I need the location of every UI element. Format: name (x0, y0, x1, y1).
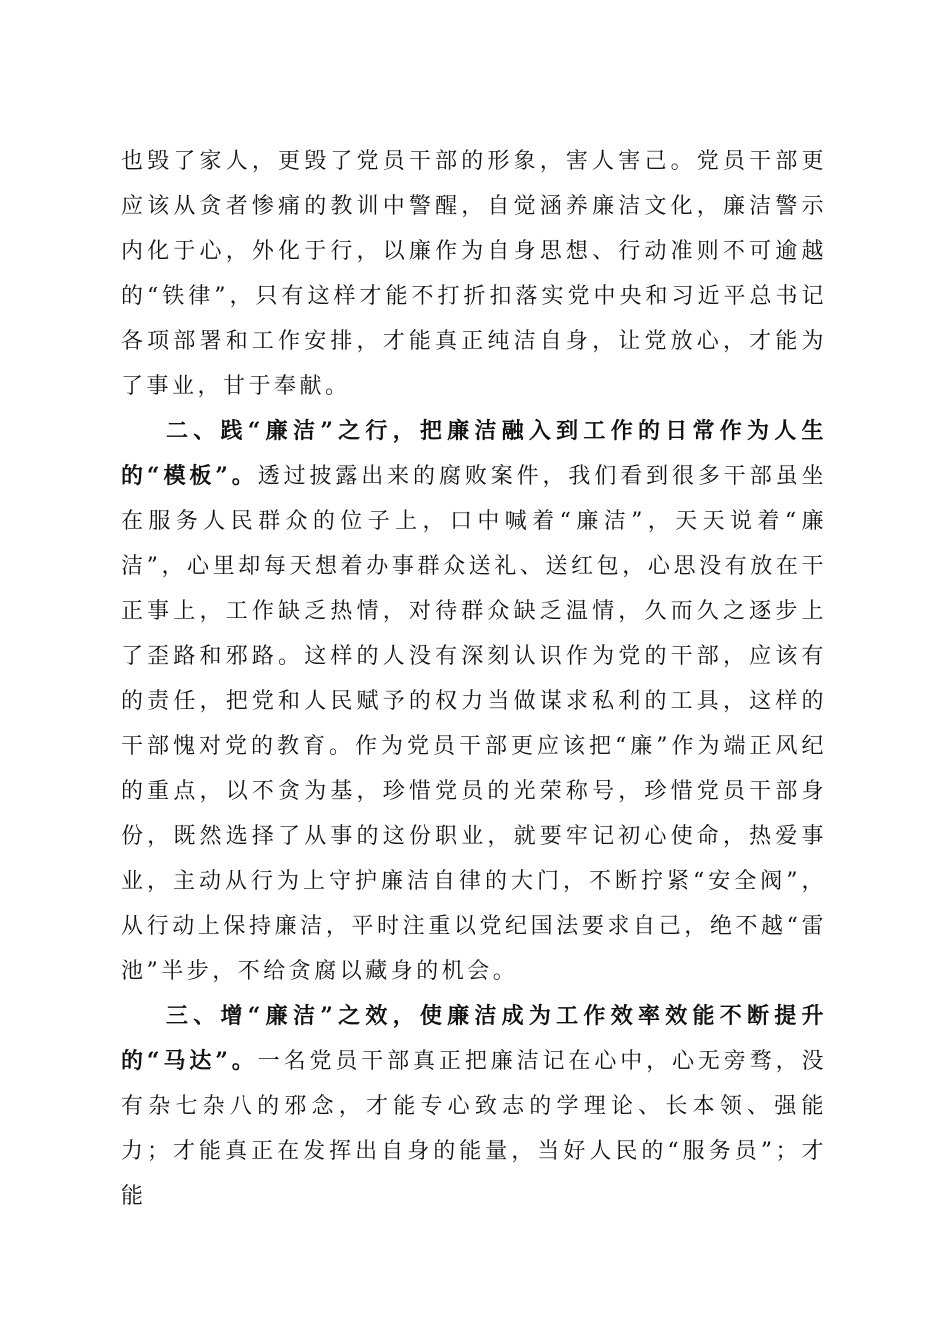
paragraph-text: 也毁了家人，更毁了党员干部的形象，害人害己。党员干部更应该从贪者惨痛的教训中警醒，自觉涵养廉洁文化，廉洁警示内化于心，外化于行，以廉作为自身思想、行动准则不可逾越的“铁律”，只有这样才能不打折扣落实党中央和习近平总书记各项部署和工作安排，才能真正纯洁自身，让党放心，才能为了事业，甘于奉献。 (121, 149, 827, 399)
document-body (121, 139, 827, 1219)
section-heading: 二、践“廉洁”之行，把廉洁融入到工作的日常作为人生的“模板”。 (121, 418, 827, 489)
paragraph-text: 一名党员干部真正把廉洁记在心中，心无旁骛，没有杂七杂八的邪念，才能专心致志的学理论、长本领、强能力；才能真正在发挥出自身的能量，当好人民的“服务员”；才能 (121, 1049, 827, 1209)
paragraph-continuation (121, 139, 827, 409)
section-heading: 三、增“廉洁”之效，使廉洁成为工作效率效能不断提升的“马达”。 (121, 1003, 827, 1074)
paragraph-text: 透过披露出来的腐败案件，我们看到很多干部虽坐在服务人民群众的位子上，口中喊着“廉洁”，天天说着“廉洁”，心里却每天想着办事群众送礼、送红包，心思没有放在干正事上，工作缺乏热情，对待群众缺乏温情，久而久之逐步上了歪路和邪路。这样的人没有深刻认识作为党的干部，应该有的责任，把党和人民赋予的权力当做谋求私利的工具，这样的干部愧对党的教育。作为党员干部更应该把“廉”作为端正风纪的重点，以不贪为基，珍惜党员的光荣称号，珍惜党员干部身份，既然选择了从事的这份职业，就要牢记初心使命，热爱事业，主动从行为上守护廉洁自律的大门，不断拧紧“安全阀”，从行动上保持廉洁，平时注重以党纪国法要求自己，绝不越“雷池”半步，不给贪腐以藏身的机会。 (121, 464, 827, 984)
paragraph-section-two (121, 409, 827, 994)
paragraph-section-three (121, 994, 827, 1219)
